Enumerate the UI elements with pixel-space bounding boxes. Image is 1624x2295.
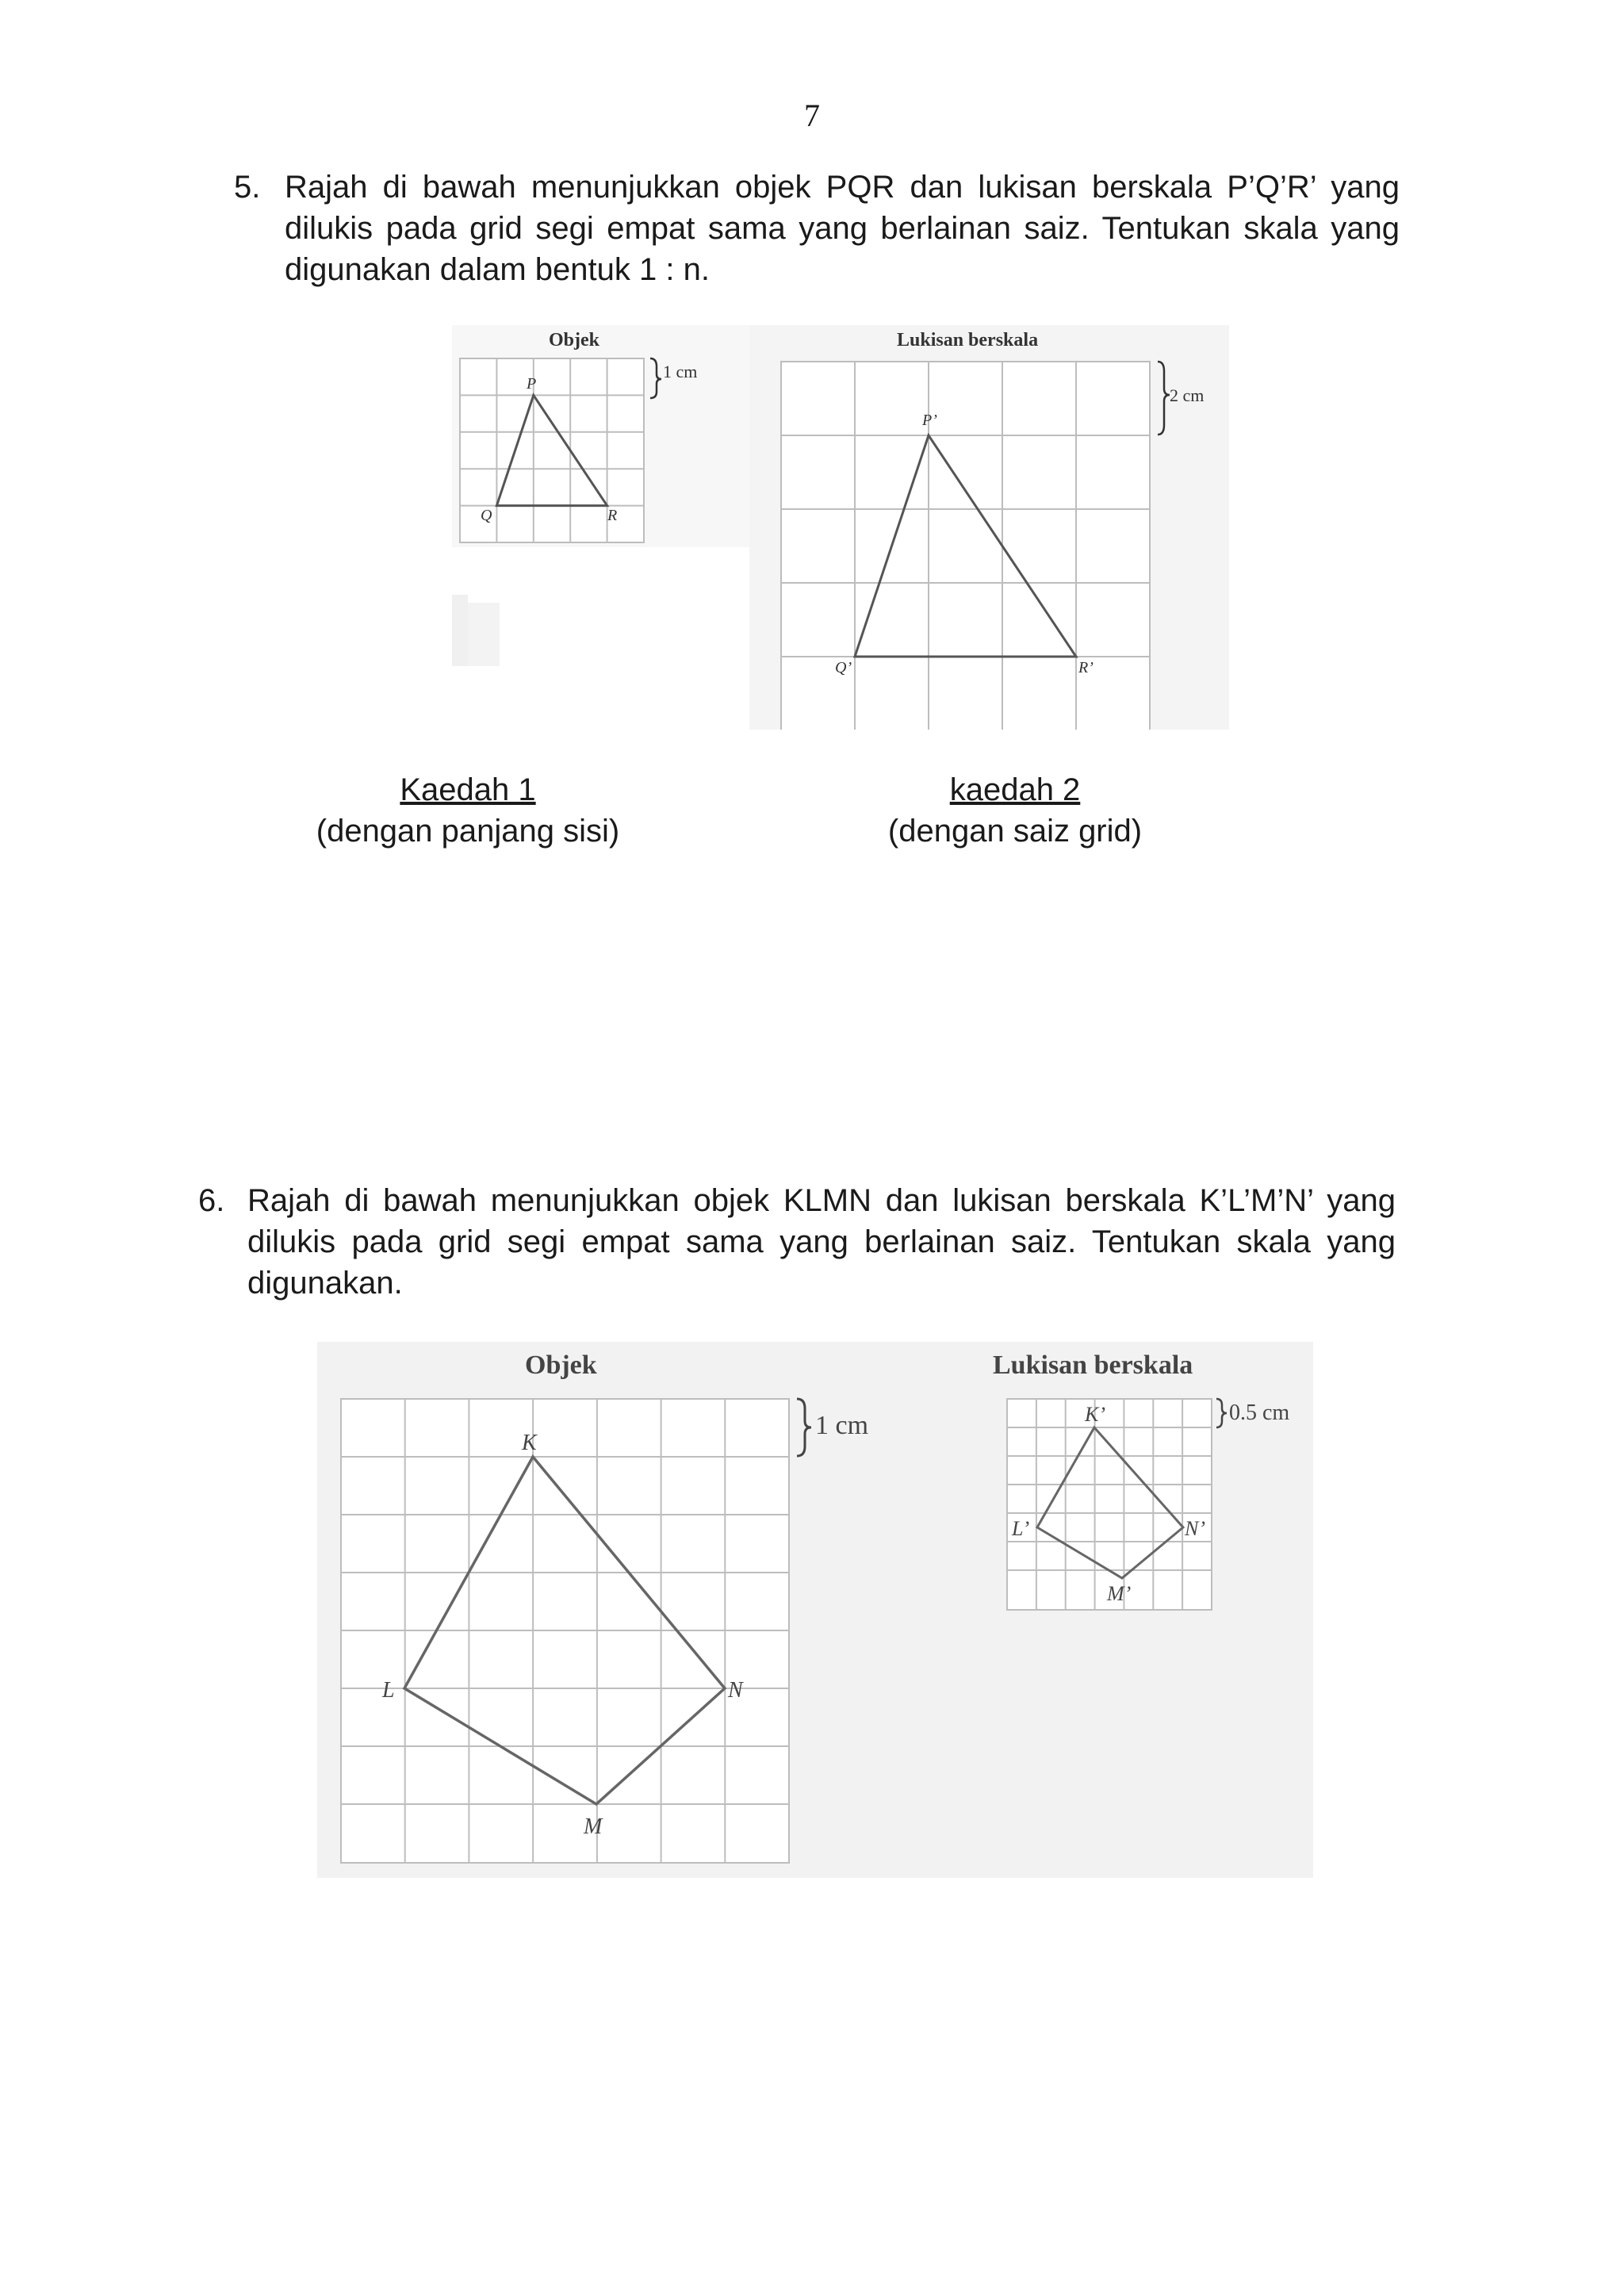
method-2-subtitle: (dengan saiz grid) <box>887 814 1143 849</box>
q6-object-grid <box>341 1399 789 1863</box>
question-6-number: 6. <box>198 1183 225 1218</box>
method-2 <box>809 769 1221 852</box>
question-5-number: 5. <box>234 170 261 205</box>
q5-drawing-title: Lukisan berskala <box>897 330 1039 351</box>
q5-label-Q: Q <box>481 507 492 524</box>
q5-label-R: R <box>607 507 618 524</box>
q5-label-R-prime: R’ <box>1078 659 1094 676</box>
method-1 <box>262 769 674 852</box>
q5-label-P: P <box>527 375 537 393</box>
q6-label-L-prime: L’ <box>1012 1517 1030 1540</box>
q6-figure <box>317 1342 1313 1878</box>
q6-drawing-grid <box>1007 1399 1212 1610</box>
q6-drawing-title: Lukisan berskala <box>993 1351 1193 1380</box>
q5-object-figure <box>452 325 769 674</box>
method-2-title: kaedah 2 <box>949 772 1081 807</box>
question-6 <box>198 1180 1396 1304</box>
question-5 <box>234 167 1400 290</box>
q6-label-K: K <box>522 1431 537 1455</box>
q6-label-N: N <box>728 1678 743 1703</box>
page-number: 7 <box>804 98 820 133</box>
q5-object-title: Objek <box>549 330 600 351</box>
q6-object-scale: 1 cm <box>815 1411 869 1440</box>
q6-object-title: Objek <box>525 1351 597 1380</box>
q5-drawing-figure <box>749 325 1233 730</box>
q6-label-N-prime: N’ <box>1185 1517 1205 1540</box>
q6-label-K-prime: K’ <box>1085 1403 1105 1426</box>
q5-label-Q-prime: Q’ <box>835 659 852 676</box>
q6-drawing-scale: 0.5 cm <box>1229 1400 1290 1425</box>
question-6-text: Rajah di bawah menunjukkan objek KLMN dan lukisan berskala K’L’M’N’ yang dilukis pada grid segi empat sama yang berlainan saiz. Tentukan skala yang digunakan. <box>247 1183 1396 1301</box>
method-1-subtitle: (dengan panjang sisi) <box>316 814 620 849</box>
q6-label-M: M <box>584 1814 603 1839</box>
q5-object-scale: 1 cm <box>663 362 698 381</box>
q6-label-M-prime: M’ <box>1107 1582 1132 1605</box>
q5-label-P-prime: P’ <box>922 412 937 429</box>
q6-label-L: L <box>382 1678 395 1703</box>
q5-drawing-scale: 2 cm <box>1170 385 1205 405</box>
question-5-text: Rajah di bawah menunjukkan objek PQR dan lukisan berskala P’Q’R’ yang dilukis pada grid segi empat sama yang berlainan saiz. Tentukan skala yang digunakan dalam bentuk 1 : n. <box>285 170 1400 287</box>
method-1-title: Kaedah 1 <box>400 772 536 807</box>
